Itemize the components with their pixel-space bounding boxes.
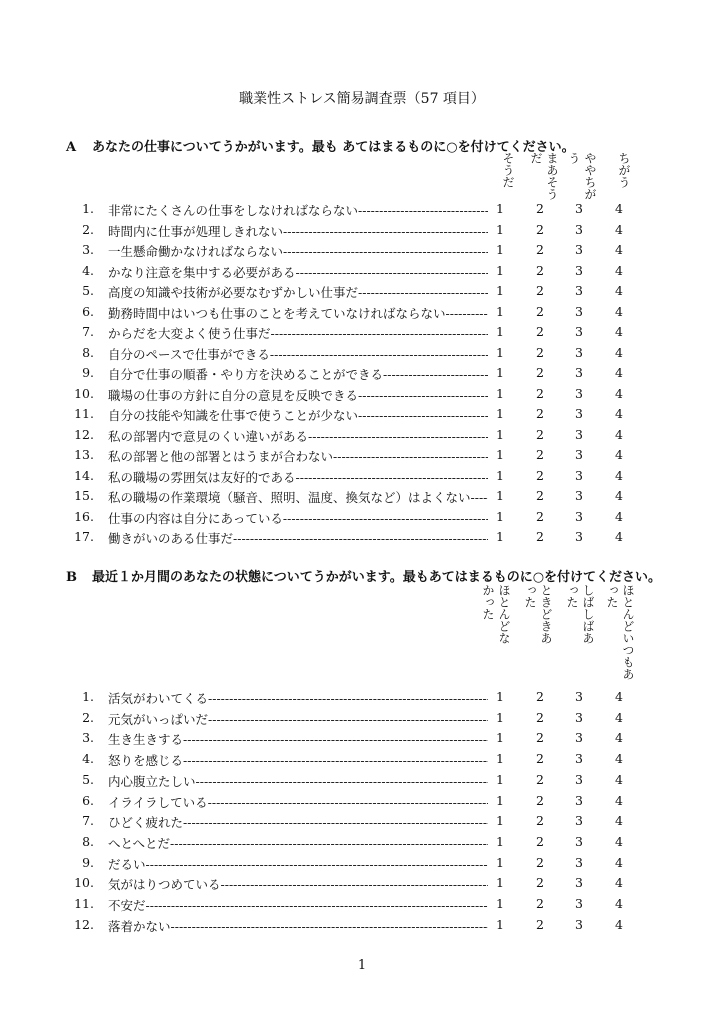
answer-choice-4[interactable]: 4 [615,283,623,298]
section-a-col-4: ちがう [617,152,631,188]
answer-choice-1[interactable]: 1 [496,854,504,870]
answer-choice-2[interactable]: 2 [536,916,544,932]
question-text: ひどく疲れた ----- [108,813,488,831]
answer-choice-3[interactable]: 3 [575,709,583,725]
answer-choice-2[interactable]: 2 [536,508,544,524]
question-row [0,468,724,488]
question-text: 活気がわいてくる ----- [108,689,488,707]
answer-choice-3[interactable]: 3 [575,303,583,319]
section-b-col-2-label: ときどきあった [523,584,553,644]
question-text: 不安だ ----- [108,896,488,914]
answer-choice-4[interactable]: 4 [615,447,623,462]
answer-choice-1[interactable]: 1 [496,751,504,767]
answer-choice-3[interactable]: 3 [575,467,583,483]
section-a-letter: A [66,140,77,155]
question-number: 9. [82,854,94,870]
answer-choice-1[interactable]: 1 [496,508,504,524]
answer-choice-2[interactable]: 2 [536,406,544,421]
section-b-col-4-label: ほとんどいつもあった [605,584,635,680]
answer-choice-3[interactable]: 3 [575,875,583,891]
answer-choice-3[interactable]: 3 [575,344,583,360]
answer-choice-4[interactable]: 4 [615,730,623,746]
question-text: 仕事の内容は自分にあっている ----- [108,509,488,527]
question-text: 私の部署内で意見のくい違いがある ----- [108,427,488,445]
answer-choice-1[interactable]: 1 [496,875,504,891]
question-number: 4. [82,262,94,278]
question-row [0,813,724,833]
question-row [0,447,724,467]
answer-choice-3[interactable]: 3 [575,262,583,278]
question-text: かなり注意を集中する必要がある ----- [108,263,488,281]
section-b-letter: B [66,570,77,585]
answer-choice-1[interactable]: 1 [496,792,504,808]
question-number: 5. [82,283,94,298]
answer-choice-4[interactable]: 4 [615,488,623,503]
answer-choice-2[interactable]: 2 [536,854,544,870]
answer-choice-2[interactable]: 2 [536,689,544,704]
answer-choice-1[interactable]: 1 [496,771,504,787]
question-row [0,427,724,447]
question-text: 一生懸命働かなければならない ----- [108,242,488,260]
answer-choice-3[interactable]: 3 [575,771,583,787]
question-number: 17. [74,529,94,544]
answer-choice-4[interactable]: 4 [615,508,623,524]
question-row [0,710,724,730]
question-row [0,365,724,385]
question-row [0,793,724,813]
questionnaire-title: 職業性ストレス簡易調査票（57 項目） [239,91,485,107]
answer-choice-3[interactable]: 3 [575,221,583,237]
question-number: 3. [82,242,94,257]
answer-choice-3[interactable]: 3 [575,283,583,298]
answer-choice-2[interactable]: 2 [536,447,544,462]
answer-choice-2[interactable]: 2 [536,365,544,380]
answer-choice-4[interactable]: 4 [615,324,623,339]
answer-choice-4[interactable]: 4 [615,467,623,483]
question-row [0,834,724,854]
answer-choice-2[interactable]: 2 [536,771,544,787]
answer-choice-2[interactable]: 2 [536,324,544,339]
answer-choice-3[interactable]: 3 [575,896,583,911]
question-number: 3. [82,730,94,746]
answer-choice-2[interactable]: 2 [536,201,544,216]
question-number: 11. [74,406,94,421]
answer-choice-4[interactable]: 4 [615,771,623,787]
question-number: 12. [74,426,94,442]
answer-choice-3[interactable]: 3 [575,406,583,421]
answer-choice-4[interactable]: 4 [615,813,623,829]
answer-choice-1[interactable]: 1 [496,689,504,704]
question-number: 14. [74,467,94,483]
answer-choice-3[interactable]: 3 [575,385,583,401]
question-row [0,242,724,262]
question-number: 2. [82,709,94,725]
answer-choice-2[interactable]: 2 [536,529,544,544]
question-text: 時間内に仕事が処理しきれない ----- [108,222,488,240]
answer-choice-3[interactable]: 3 [575,488,583,503]
answer-choice-1[interactable]: 1 [496,730,504,746]
answer-choice-1[interactable]: 1 [496,529,504,544]
question-text: 私の部署と他の部署とはうまが合わない ----- [108,447,488,465]
question-text: 勤務時間中はいつも仕事のことを考えていなければならない ----- [108,304,488,322]
question-number: 4. [82,751,94,767]
answer-choice-4[interactable]: 4 [615,201,623,216]
answer-choice-3[interactable]: 3 [575,730,583,746]
question-row [0,345,724,365]
answer-choice-1[interactable]: 1 [496,262,504,278]
answer-choice-2[interactable]: 2 [536,896,544,911]
answer-choice-3[interactable]: 3 [575,447,583,462]
question-number: 16. [74,508,94,524]
section-a-col-2-label: まあそうだ [529,152,559,200]
answer-choice-4[interactable]: 4 [615,916,623,932]
answer-choice-1[interactable]: 1 [496,488,504,503]
answer-choice-2[interactable]: 2 [536,488,544,503]
question-text: 自分のペースで仕事ができる ----- [108,345,488,363]
section-b-col-1-label: ほとんどなかった [481,584,511,644]
question-row [0,488,724,508]
answer-choice-3[interactable]: 3 [575,324,583,339]
question-row [0,689,724,709]
question-text: 高度の知識や技術が必要なむずかしい仕事だ ----- [108,283,488,301]
answer-choice-1[interactable]: 1 [496,813,504,829]
question-row [0,529,724,549]
question-row [0,406,724,426]
answer-choice-4[interactable]: 4 [615,406,623,421]
question-row [0,855,724,875]
question-number: 1. [82,201,94,216]
question-number: 7. [82,813,94,829]
question-row [0,875,724,895]
answer-choice-4[interactable]: 4 [615,242,623,257]
question-number: 12. [74,916,94,932]
answer-choice-2[interactable]: 2 [536,242,544,257]
answer-choice-1[interactable]: 1 [496,426,504,442]
question-row [0,509,724,529]
answer-choice-2[interactable]: 2 [536,283,544,298]
answer-choice-4[interactable]: 4 [615,365,623,380]
section-b-col-3 [564,584,600,650]
section-b-text: 最近１か月間のあなたの状態についてうかがいます。最もあてはまるものに○を付けてください。 [92,570,662,585]
question-text: 自分で仕事の順番・やり方を決めることができる ----- [108,365,488,383]
question-text: 自分の技能や知識を仕事で使うことが少ない ----- [108,406,488,424]
answer-choice-1[interactable]: 1 [496,896,504,911]
answer-choice-2[interactable]: 2 [536,875,544,891]
question-row [0,917,724,937]
question-row [0,386,724,406]
question-row [0,222,724,242]
question-number: 5. [82,771,94,787]
answer-choice-3[interactable]: 3 [575,751,583,767]
section-a-col-1: そうだ [501,152,515,188]
answer-choice-1[interactable]: 1 [496,344,504,360]
question-number: 6. [82,303,94,319]
answer-choice-1[interactable]: 1 [496,406,504,421]
answer-choice-2[interactable]: 2 [536,730,544,746]
question-row [0,263,724,283]
question-text: 職場の仕事の方針に自分の意見を反映できる ----- [108,386,488,404]
question-text: からだを大変よく使う仕事だ ----- [108,324,488,342]
question-number: 10. [74,875,94,891]
answer-choice-2[interactable]: 2 [536,813,544,829]
answer-choice-1[interactable]: 1 [496,709,504,725]
answer-choice-2[interactable]: 2 [536,709,544,725]
question-number: 9. [82,365,94,380]
answer-choice-4[interactable]: 4 [615,896,623,911]
answer-choice-1[interactable]: 1 [496,324,504,339]
answer-choice-1[interactable]: 1 [496,447,504,462]
question-number: 8. [82,344,94,360]
answer-choice-3[interactable]: 3 [575,854,583,870]
answer-choice-2[interactable]: 2 [536,751,544,767]
answer-choice-2[interactable]: 2 [536,426,544,442]
question-text: 私の職場の雰囲気は友好的である ----- [108,468,488,486]
answer-choice-1[interactable]: 1 [496,916,504,932]
question-row [0,324,724,344]
question-number: 1. [82,689,94,704]
section-a-text: あなたの仕事についてうかがいます。最も あてはまるものに○を付けてください。 [92,140,575,155]
answer-choice-1[interactable]: 1 [496,303,504,319]
answer-choice-4[interactable]: 4 [615,221,623,237]
answer-choice-4[interactable]: 4 [615,709,623,725]
answer-choice-2[interactable]: 2 [536,833,544,849]
answer-choice-2[interactable]: 2 [536,303,544,319]
answer-choice-4[interactable]: 4 [615,529,623,544]
answer-choice-1[interactable]: 1 [496,283,504,298]
section-a-col-3 [566,152,600,200]
question-number: 2. [82,221,94,237]
answer-choice-4[interactable]: 4 [615,751,623,767]
answer-choice-1[interactable]: 1 [496,365,504,380]
answer-choice-3[interactable]: 3 [575,833,583,849]
answer-choice-3[interactable]: 3 [575,529,583,544]
section-a-col-2 [528,152,562,200]
answer-choice-3[interactable]: 3 [575,426,583,442]
answer-choice-3[interactable]: 3 [575,689,583,704]
question-row [0,751,724,771]
section-b-col-2 [522,584,558,650]
answer-choice-1[interactable]: 1 [496,833,504,849]
question-text: 落着かない ----- [108,917,488,935]
answer-choice-4[interactable]: 4 [615,875,623,891]
question-number: 11. [74,896,94,911]
answer-choice-4[interactable]: 4 [615,854,623,870]
answer-choice-4[interactable]: 4 [615,385,623,401]
answer-choice-4[interactable]: 4 [615,426,623,442]
answer-choice-3[interactable]: 3 [575,365,583,380]
answer-choice-2[interactable]: 2 [536,344,544,360]
answer-choice-2[interactable]: 2 [536,792,544,808]
answer-choice-4[interactable]: 4 [615,689,623,704]
answer-choice-2[interactable]: 2 [536,385,544,401]
question-text: 元気がいっぱいだ ----- [108,710,488,728]
answer-choice-4[interactable]: 4 [615,303,623,319]
answer-choice-4[interactable]: 4 [615,344,623,360]
question-row [0,283,724,303]
answer-choice-2[interactable]: 2 [536,221,544,237]
question-text: 怒りを感じる ----- [108,751,488,769]
answer-choice-1[interactable]: 1 [496,242,504,257]
answer-choice-3[interactable]: 3 [575,201,583,216]
answer-choice-3[interactable]: 3 [575,792,583,808]
question-number: 15. [74,488,94,503]
answer-choice-2[interactable]: 2 [536,262,544,278]
answer-choice-4[interactable]: 4 [615,792,623,808]
answer-choice-4[interactable]: 4 [615,262,623,278]
question-text: 働きがいのある仕事だ ----- [108,529,488,547]
question-text: 気がはりつめている ----- [108,875,488,893]
question-row [0,304,724,324]
question-number: 13. [74,447,94,462]
question-row [0,896,724,916]
section-b-col-4 [604,584,640,684]
question-number: 7. [82,324,94,339]
answer-choice-1[interactable]: 1 [496,201,504,216]
question-row [0,201,724,221]
section-a-col-3-label: ややちがう [567,152,597,200]
answer-choice-3[interactable]: 3 [575,916,583,932]
answer-choice-1[interactable]: 1 [496,221,504,237]
question-text: 非常にたくさんの仕事をしなければならない ----- [108,201,488,219]
section-b-heading [66,566,661,585]
question-row [0,772,724,792]
page-number: 1 [357,958,367,973]
question-text: だるい ----- [108,855,488,873]
question-number: 10. [74,385,94,401]
answer-choice-4[interactable]: 4 [615,833,623,849]
question-row [0,730,724,750]
question-text: 私の職場の作業環境（騒音、照明、温度、換気など）はよくない ----- [108,488,488,506]
question-text: 内心腹立たしい ----- [108,772,488,790]
question-text: イライラしている ----- [108,793,488,811]
answer-choice-2[interactable]: 2 [536,467,544,483]
section-b-col-1 [480,584,516,650]
answer-choice-1[interactable]: 1 [496,385,504,401]
section-b-col-3-label: しばしばあった [565,584,595,644]
answer-choice-1[interactable]: 1 [496,467,504,483]
answer-choice-3[interactable]: 3 [575,813,583,829]
question-text: 生き生きする ----- [108,730,488,748]
question-number: 8. [82,833,94,849]
question-text: へとへとだ ----- [108,834,488,852]
answer-choice-3[interactable]: 3 [575,242,583,257]
question-number: 6. [82,792,94,808]
answer-choice-3[interactable]: 3 [575,508,583,524]
